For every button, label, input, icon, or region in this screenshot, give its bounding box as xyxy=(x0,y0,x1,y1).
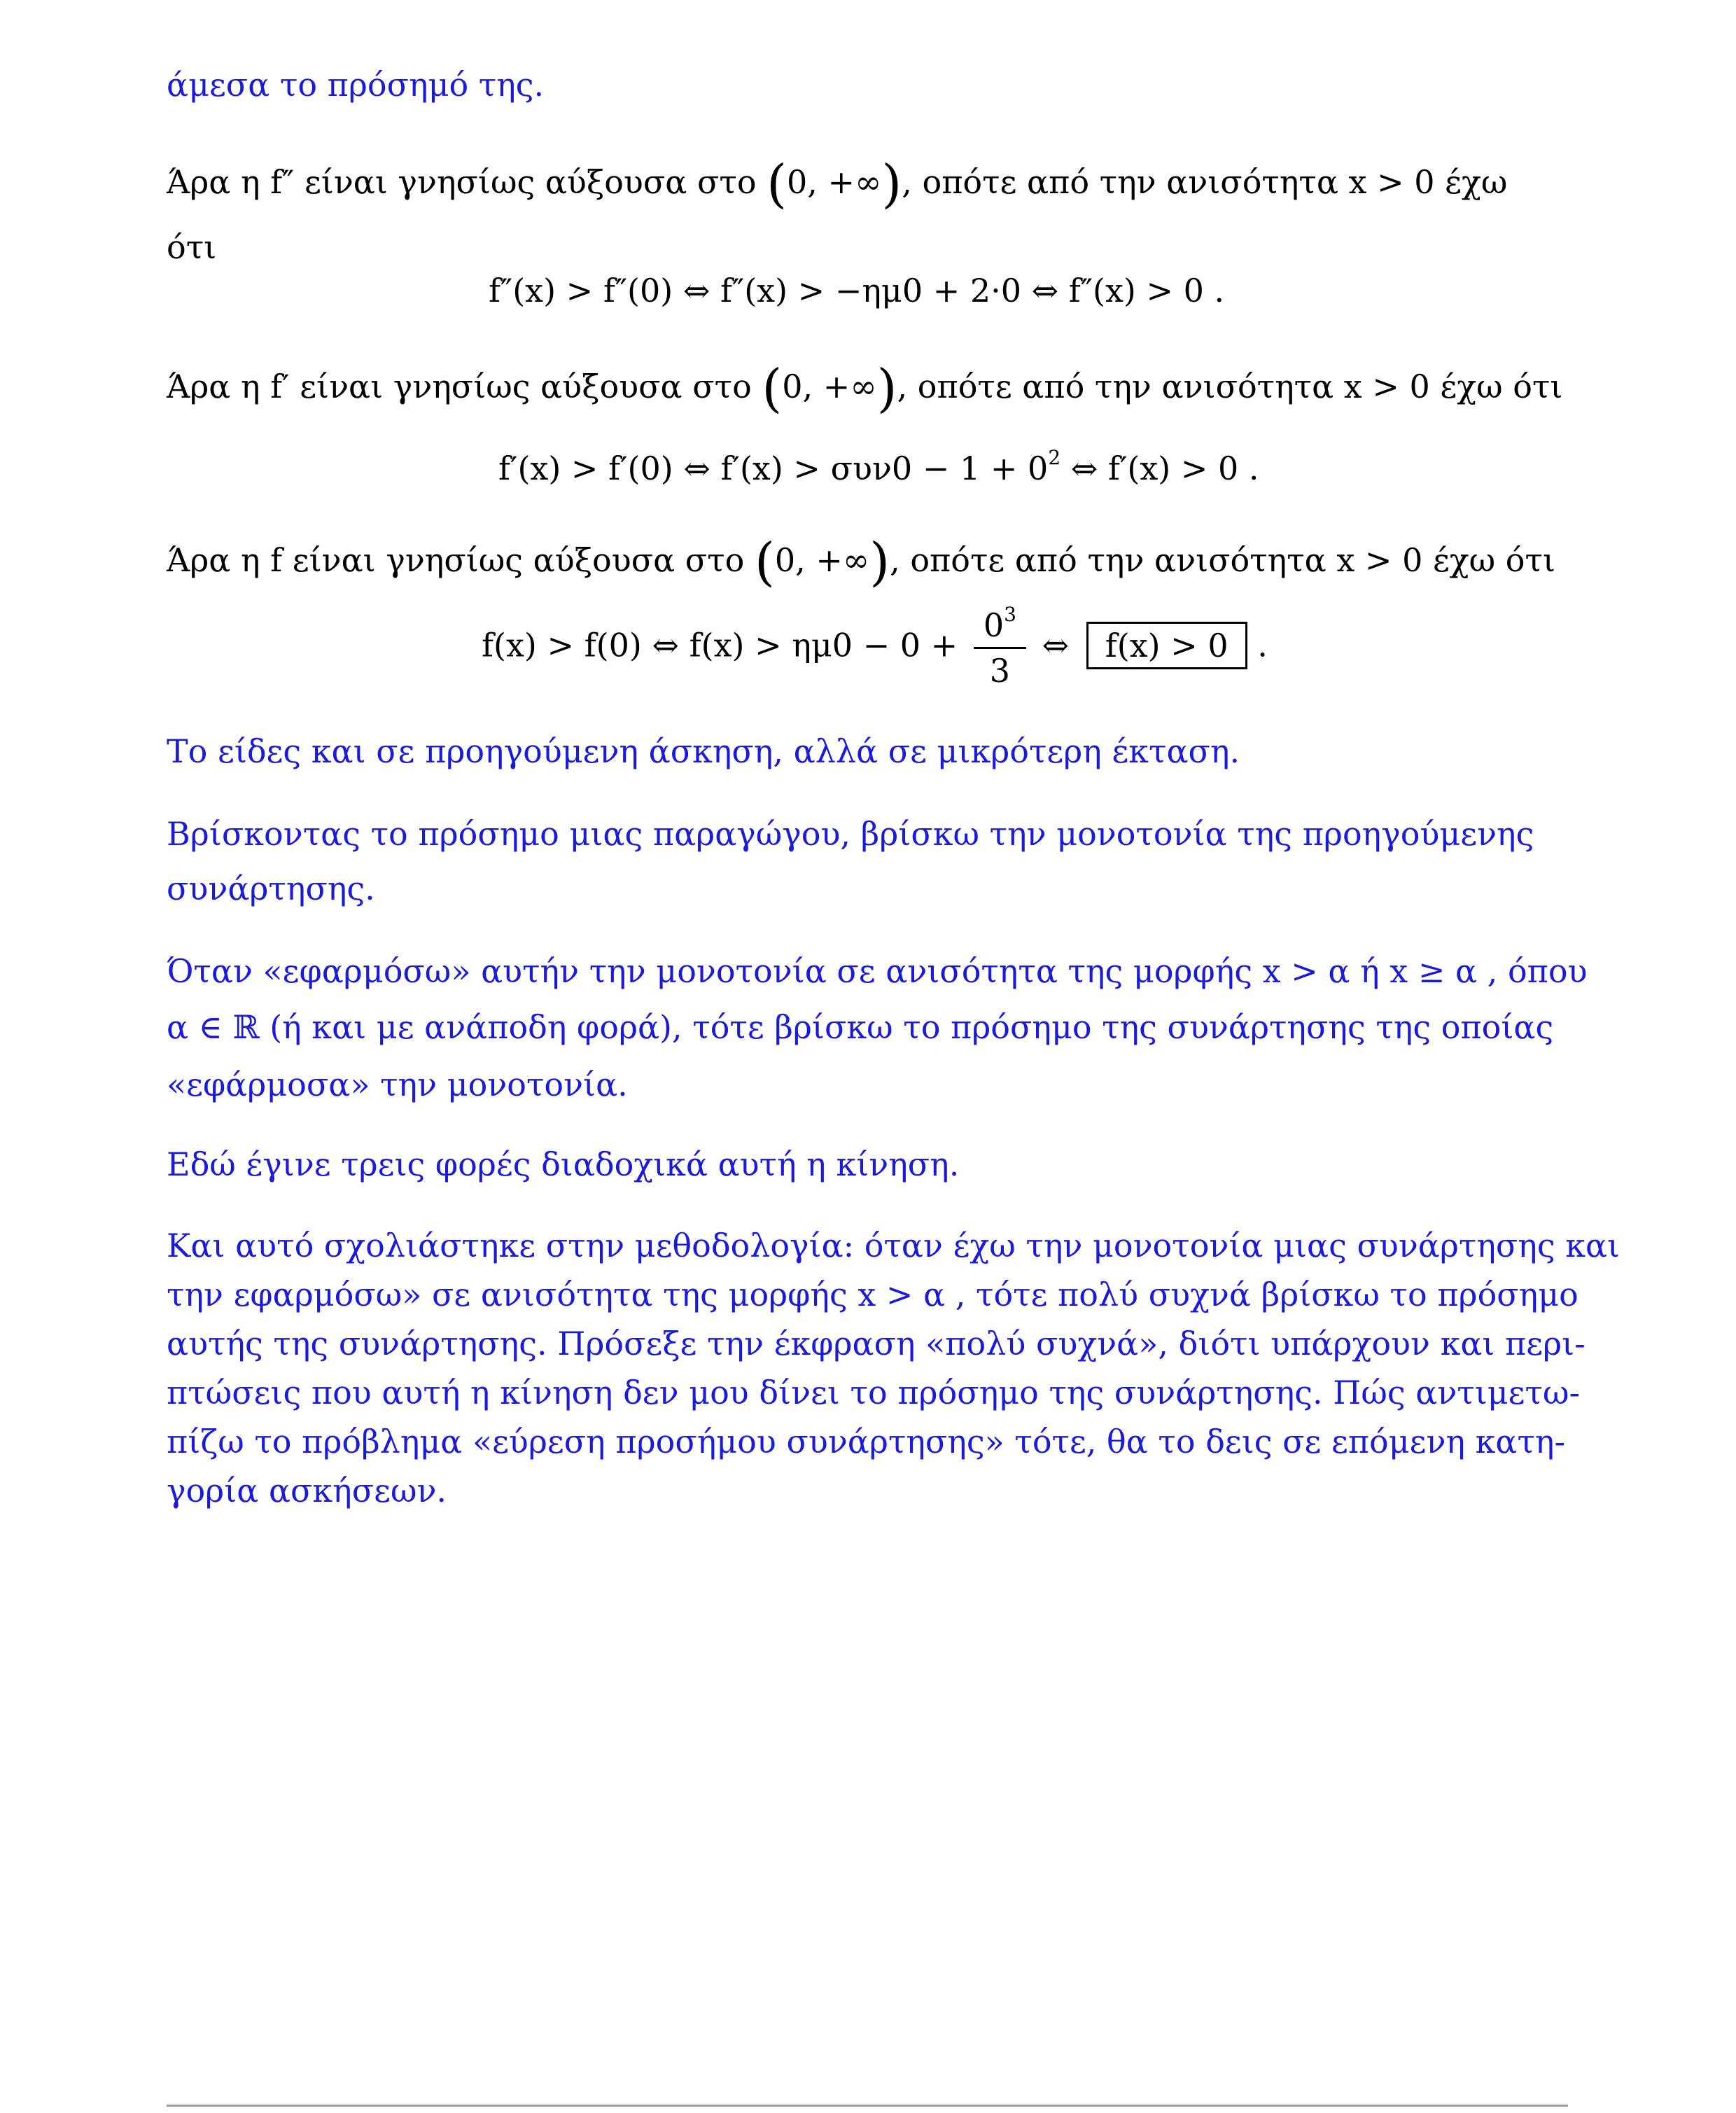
note-paragraph-5-line-2: την εφαρμόσω» σε ανισότητα της μορφής x > α , τότε πολύ συχνά βρίσκω το πρόσημο xyxy=(167,1276,1578,1313)
note-paragraph-1: Το είδες και σε προηγούμενη άσκηση, αλλά σε μικρότερη έκταση. xyxy=(167,732,1240,770)
fraction-denominator: 3 xyxy=(989,652,1011,690)
text-line: ότι xyxy=(167,228,217,266)
note-paragraph-5-line-1: Και αυτό σχολιάστηκε στην μεθοδολογία: όταν έχω την μονοτονία μιας συνάρτησης και xyxy=(167,1227,1620,1264)
note-paragraph-5-line-5: πίζω το πρόβλημα «εύρεση προσήμου συνάρτησης» τότε, θα το δεις σε επόμενη κατη- xyxy=(167,1423,1565,1460)
equation-2 xyxy=(498,446,1259,487)
note-paragraph-3-line-1: Όταν «εφαρμόσω» αυτήν την μονοτονία σε ανισότητα της μορφής x > α ή x ≥ α , όπου xyxy=(167,952,1588,990)
note-paragraph-5-line-3: αυτής της συνάρτησης. Πρόσεξε την έκφραση «πολύ συχνά», διότι υπάρχουν και περι- xyxy=(167,1325,1586,1362)
paragraph-f xyxy=(167,532,1555,592)
interval: 0, +∞ xyxy=(774,541,870,579)
text-fragment: , οπότε από την ανισότητα x > 0 έχω ότι xyxy=(890,541,1555,579)
paragraph-f-prime xyxy=(167,358,1563,419)
eq-period: . xyxy=(1257,626,1268,664)
note-line-top: άμεσα το πρόσημό της. xyxy=(167,66,545,104)
equation-3 xyxy=(482,603,1268,690)
close-paren: ) xyxy=(869,532,890,592)
note-paragraph-5-line-4: πτώσεις που αυτή η κίνηση δεν μου δίνει το πρόσημο της συνάρτησης. Πώς αντιμετω- xyxy=(167,1374,1581,1411)
open-paren: ( xyxy=(754,532,775,592)
footer-divider xyxy=(167,2105,1568,2107)
open-paren: ( xyxy=(762,358,783,419)
interval: 0, +∞ xyxy=(787,163,882,201)
note-paragraph-4: Εδώ έγινε τρεις φορές διαδοχικά αυτή η κίνηση. xyxy=(167,1145,960,1183)
note-paragraph-5-line-6: γορία ασκήσεων. xyxy=(167,1472,447,1509)
text-fragment: Άρα η f″ είναι γνησίως αύξουσα στο xyxy=(167,163,757,201)
paragraph-f-double-prime xyxy=(167,154,1508,214)
text-fragment: , οπότε από την ανισότητα x > 0 έχω xyxy=(902,163,1508,201)
note-paragraph-3-line-3: «εφάρμοσα» την μονοτονία. xyxy=(167,1066,628,1103)
equivalence-symbol: ⇔ xyxy=(1042,626,1070,664)
text-fragment: Άρα η f είναι γνησίως αύξουσα στο xyxy=(167,541,745,579)
boxed-result: f(x) > 0 xyxy=(1086,622,1247,669)
interval: 0, +∞ xyxy=(782,368,877,405)
eq-text: f′(x) > f′(0) ⇔ f′(x) > συν0 − 1 + 0 xyxy=(498,449,1049,487)
note-paragraph-2-line-2: συνάρτησης. xyxy=(167,870,375,907)
close-paren: ) xyxy=(881,154,902,214)
close-paren: ) xyxy=(876,358,897,419)
exponent: 2 xyxy=(1048,446,1061,469)
note-paragraph-3-line-2: α ∈ ℝ (ή και με ανάποδη φορά), τότε βρίσκω το πρόσημο της συνάρτησης της οποίας xyxy=(167,1008,1554,1046)
fraction xyxy=(974,603,1026,690)
open-paren: ( xyxy=(766,154,788,214)
eq-text: f(x) > f(0) ⇔ f(x) > ημ0 − 0 + xyxy=(482,626,958,664)
eq-text: ⇔ f′(x) > 0 . xyxy=(1060,449,1259,487)
fraction-numerator: $0^3$ xyxy=(974,609,1026,649)
text-fragment: Άρα η f′ είναι γνησίως αύξουσα στο xyxy=(167,368,752,405)
note-paragraph-2-line-1: Βρίσκοντας το πρόσημο μιας παραγώγου, βρίσκω την μονοτονία της προηγούμενης xyxy=(167,815,1534,853)
equation-1: f″(x) > f″(0) ⇔ f″(x) > −ημ0 + 2·0 ⇔ f″(x) > 0 . xyxy=(489,272,1225,309)
text-fragment: , οπότε από την ανισότητα x > 0 έχω ότι xyxy=(897,368,1563,405)
